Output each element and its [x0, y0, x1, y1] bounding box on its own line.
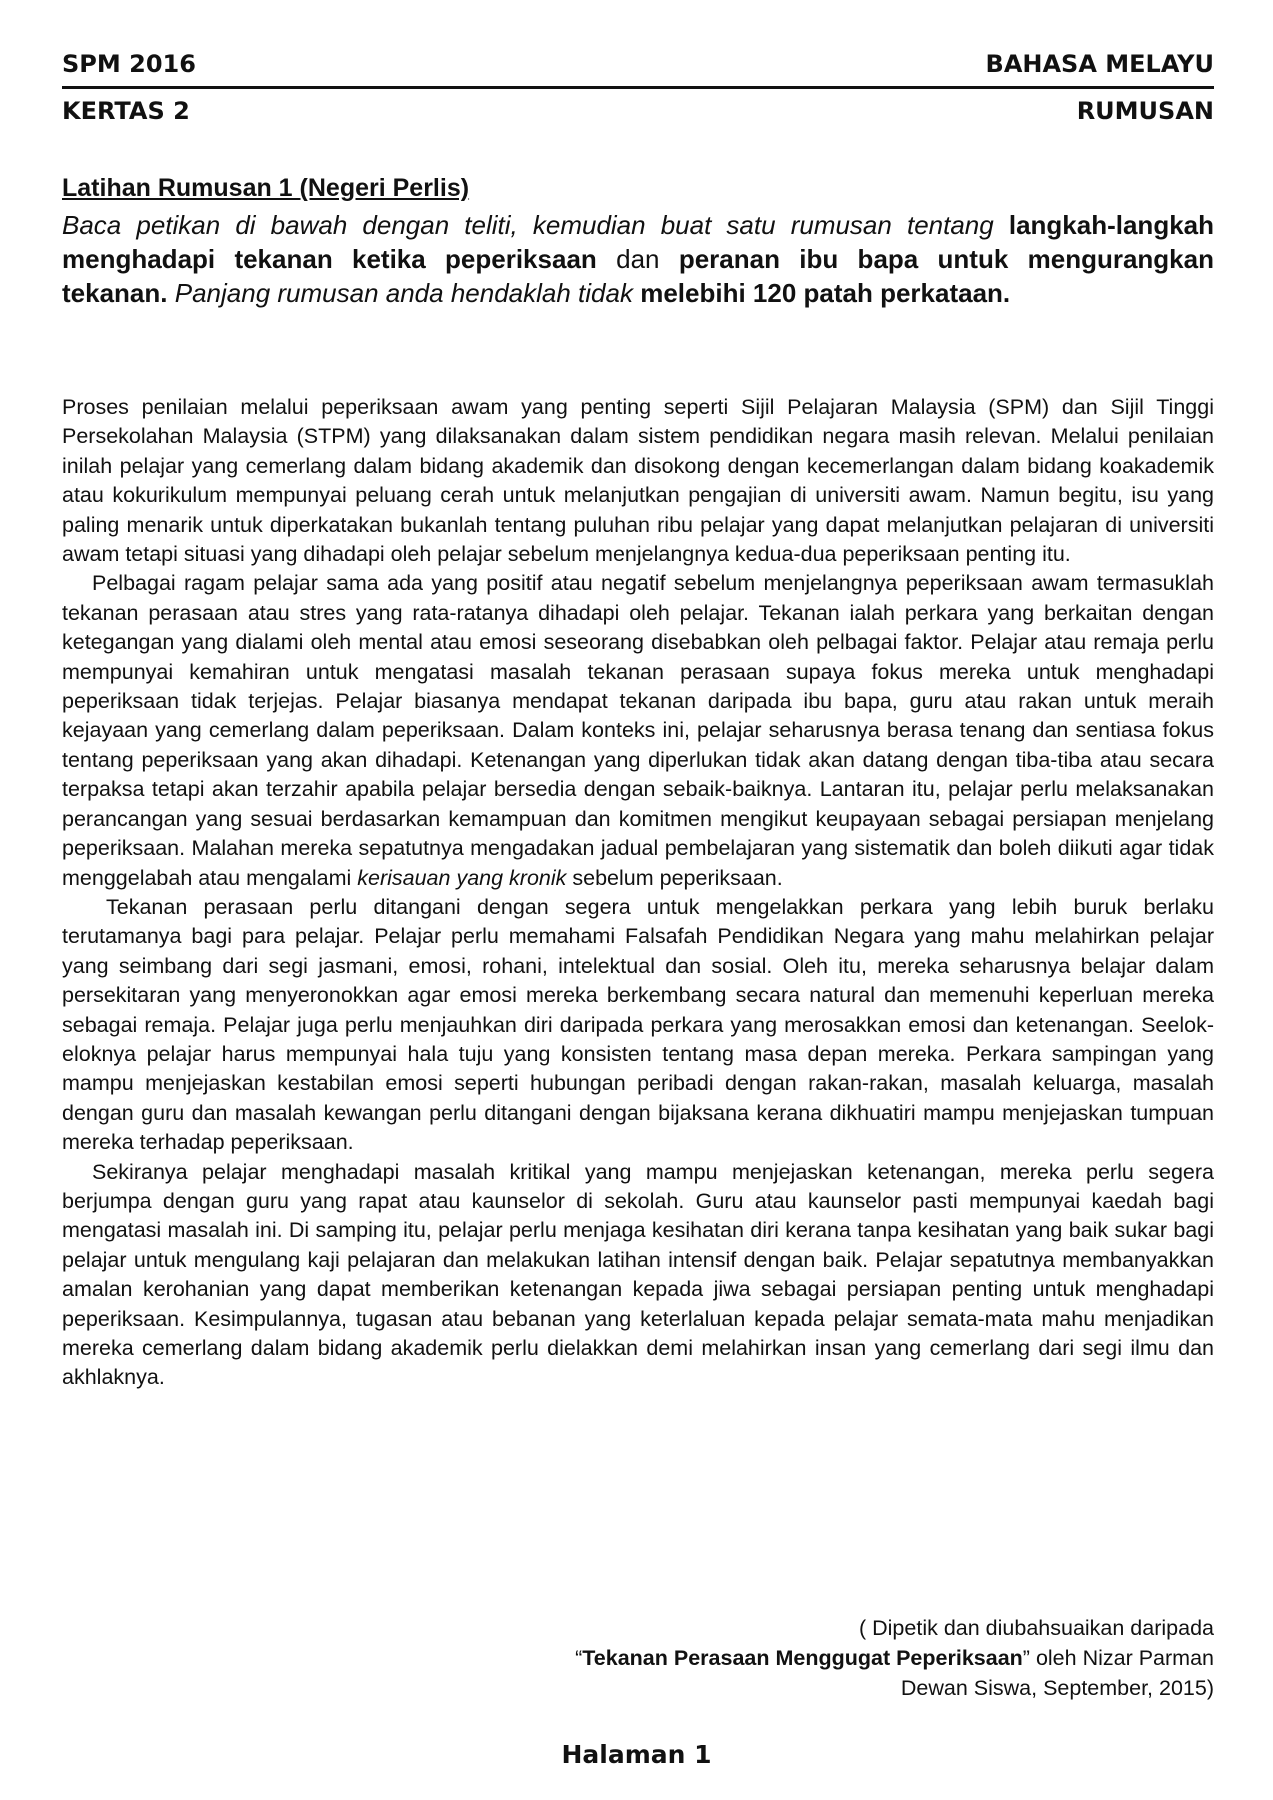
exam-label: SPM 2016 [62, 50, 196, 78]
passage-paragraph-1: Proses penilaian melalui peperiksaan awam yang penting seperti Sijil Pelajaran Malaysia (SPM) dan Sijil Tinggi Persekolahan Malaysia (STPM) yang dilaksanakan dalam sistem pendidikan negara masih relevan. Melalui penilaian inilah pelajar yang cemerlang dalam bidang akademik dan disokong dengan kecemerlangan dalam bidang koakademik atau kokurikulum mempunyai peluang cerah untuk melanjutkan pengajian di universiti awam. Namun begitu, isu yang paling menarik untuk diperkatakan bukanlah tentang puluhan ribu pelajar yang dapat melanjutkan pelajaran di universiti awam tetapi situasi yang dihadapi oleh pelajar sebelum menjelangnya kedua-dua peperiksaan penting itu. [62, 395, 1214, 567]
instruction-part1: Baca petikan di bawah dengan teliti, kemudian buat satu rumusan tentang [62, 210, 994, 240]
instruction-and: dan [616, 244, 660, 274]
instruction-part2: Panjang rumusan anda hendaklah tidak [174, 278, 633, 308]
instruction-topic1: langkah-langkah menghadapi tekanan ketika peperiksaan [62, 210, 1214, 274]
source-line-1: ( Dipetik dan diubahsuaikan daripada [859, 1616, 1214, 1640]
page-number: Halaman 1 [561, 1740, 712, 1769]
source-open-quote: “ [575, 1646, 583, 1670]
paper-label: KERTAS 2 [62, 97, 190, 125]
passage-paragraph-4: Sekiranya pelajar menghadapi masalah kritikal yang mampu menjejaskan ketenangan, mereka perlu segera berjumpa dengan guru yang rapat atau kaunselor di sekolah. Guru atau kaunselor pasti mempunyai kaedah bagi mengatasi masalah ini. Di samping itu, pelajar perlu menjaga kesihatan diri kerana tanpa kesihatan yang baik sukar bagi pelajar untuk mengulang kaji pelajaran dan melakukan latihan intensif dengan baik. Pelajar sepatutnya membanyakkan amalan kerohanian yang dapat memberikan ketenangan kepada jiwa sebagai persiapan penting untuk menghadapi peperiksaan. Kesimpulannya, tugasan atau bebanan yang keterlaluan kepada pelajar semata-mata mahu menjadikan mereka cemerlang dalam bidang akademik perlu dielakkan demi melahirkan insan yang cemerlang dari segi ilmu dan akhlaknya. [62, 1159, 1214, 1390]
passage-p2-end: sebelum peperiksaan. [572, 865, 783, 890]
source-author: oleh Nizar Parman [1029, 1646, 1214, 1670]
header-top [62, 50, 1214, 78]
instruction-text [62, 208, 1214, 310]
source-close-quote: ” [1022, 1646, 1030, 1670]
source-article-title: Tekanan Perasaan Menggugat Peperiksaan [582, 1646, 1023, 1670]
passage-paragraph-2 [62, 569, 1214, 892]
passage-p2-italic: kerisauan yang kronik [357, 865, 567, 890]
section-label: RUMUSAN [1076, 97, 1214, 125]
instruction-limit: melebihi 120 patah perkataan. [640, 278, 1011, 308]
passage-p2-text: Pelbagai ragam pelajar sama ada yang positif atau negatif sebelum menjelangnya peperiksaan awam termasuklah tekanan perasaan atau stres yang rata-ratanya dihadapi oleh pelajar. Tekanan ialah perkara yang berkaitan dengan ketegangan yang dialami oleh mental atau emosi seseorang disebabkan oleh pelbagai faktor. Pelajar atau remaja perlu mempunyai kemahiran untuk mengatasi masalah tekanan perasaan supaya fokus mereka untuk menghadapi peperiksaan tidak terjejas. Pelajar biasanya mendapat tekanan daripada ibu bapa, guru atau rakan untuk meraih kejayaan yang cemerlang dalam peperiksaan. Dalam konteks ini, pelajar seharusnya berasa tenang dan sentiasa fokus tentang peperiksaan yang akan dihadapi. Ketenangan yang diperlukan tidak akan datang dengan tiba-tiba atau secara terpaksa tetapi akan terzahir apabila pelajar bersedia dengan sebaik-baiknya. Lantaran itu, pelajar perlu melaksanakan perancangan yang sesuai berdasarkan kemampuan dan komitmen mengikut keupayaan sebagai persiapan menjelang peperiksaan. Malahan mereka sepatutnya mengadakan jadual pembelajaran yang sistematik dan boleh diikuti agar tidak menggelabah atau mengalami [62, 571, 1214, 890]
exercise-title: Latihan Rumusan 1 (Negeri Perlis) [62, 174, 470, 202]
header-bottom [62, 97, 1214, 125]
passage [62, 393, 1214, 1393]
source-citation [575, 1613, 1214, 1703]
passage-paragraph-3: Tekanan perasaan perlu ditangani dengan segera untuk mengelakkan perkara yang lebih buruk berlaku terutamanya bagi para pelajar. Pelajar perlu memahami Falsafah Pendidikan Negara yang mahu melahirkan pelajar yang seimbang dari segi jasmani, emosi, rohani, intelektual dan sosial. Oleh itu, mereka seharusnya belajar dalam persekitaran yang menyeronokkan agar emosi mereka berkembang secara natural dan memenuhi keperluan mereka sebagai remaja. Pelajar juga perlu menjauhkan diri daripada perkara yang merosakkan emosi dan ketenangan. Seelok-eloknya pelajar harus mempunyai hala tuju yang konsisten tentang masa depan mereka. Perkara sampingan yang mampu menjejaskan kestabilan emosi seperti hubungan peribadi dengan rakan-rakan, masalah keluarga, masalah dengan guru dan masalah kewangan perlu ditangani dengan bijaksana kerana dikhuatiri mampu menjejaskan tumpuan mereka terhadap peperiksaan. [62, 894, 1214, 1155]
subject-label: BAHASA MELAYU [985, 50, 1214, 78]
header-divider [62, 86, 1214, 89]
instruction-topic2: peranan ibu bapa untuk mengurangkan tekanan. [62, 244, 1214, 308]
source-line-2 [575, 1643, 1214, 1673]
source-line-3: Dewan Siswa, September, 2015) [900, 1676, 1214, 1700]
